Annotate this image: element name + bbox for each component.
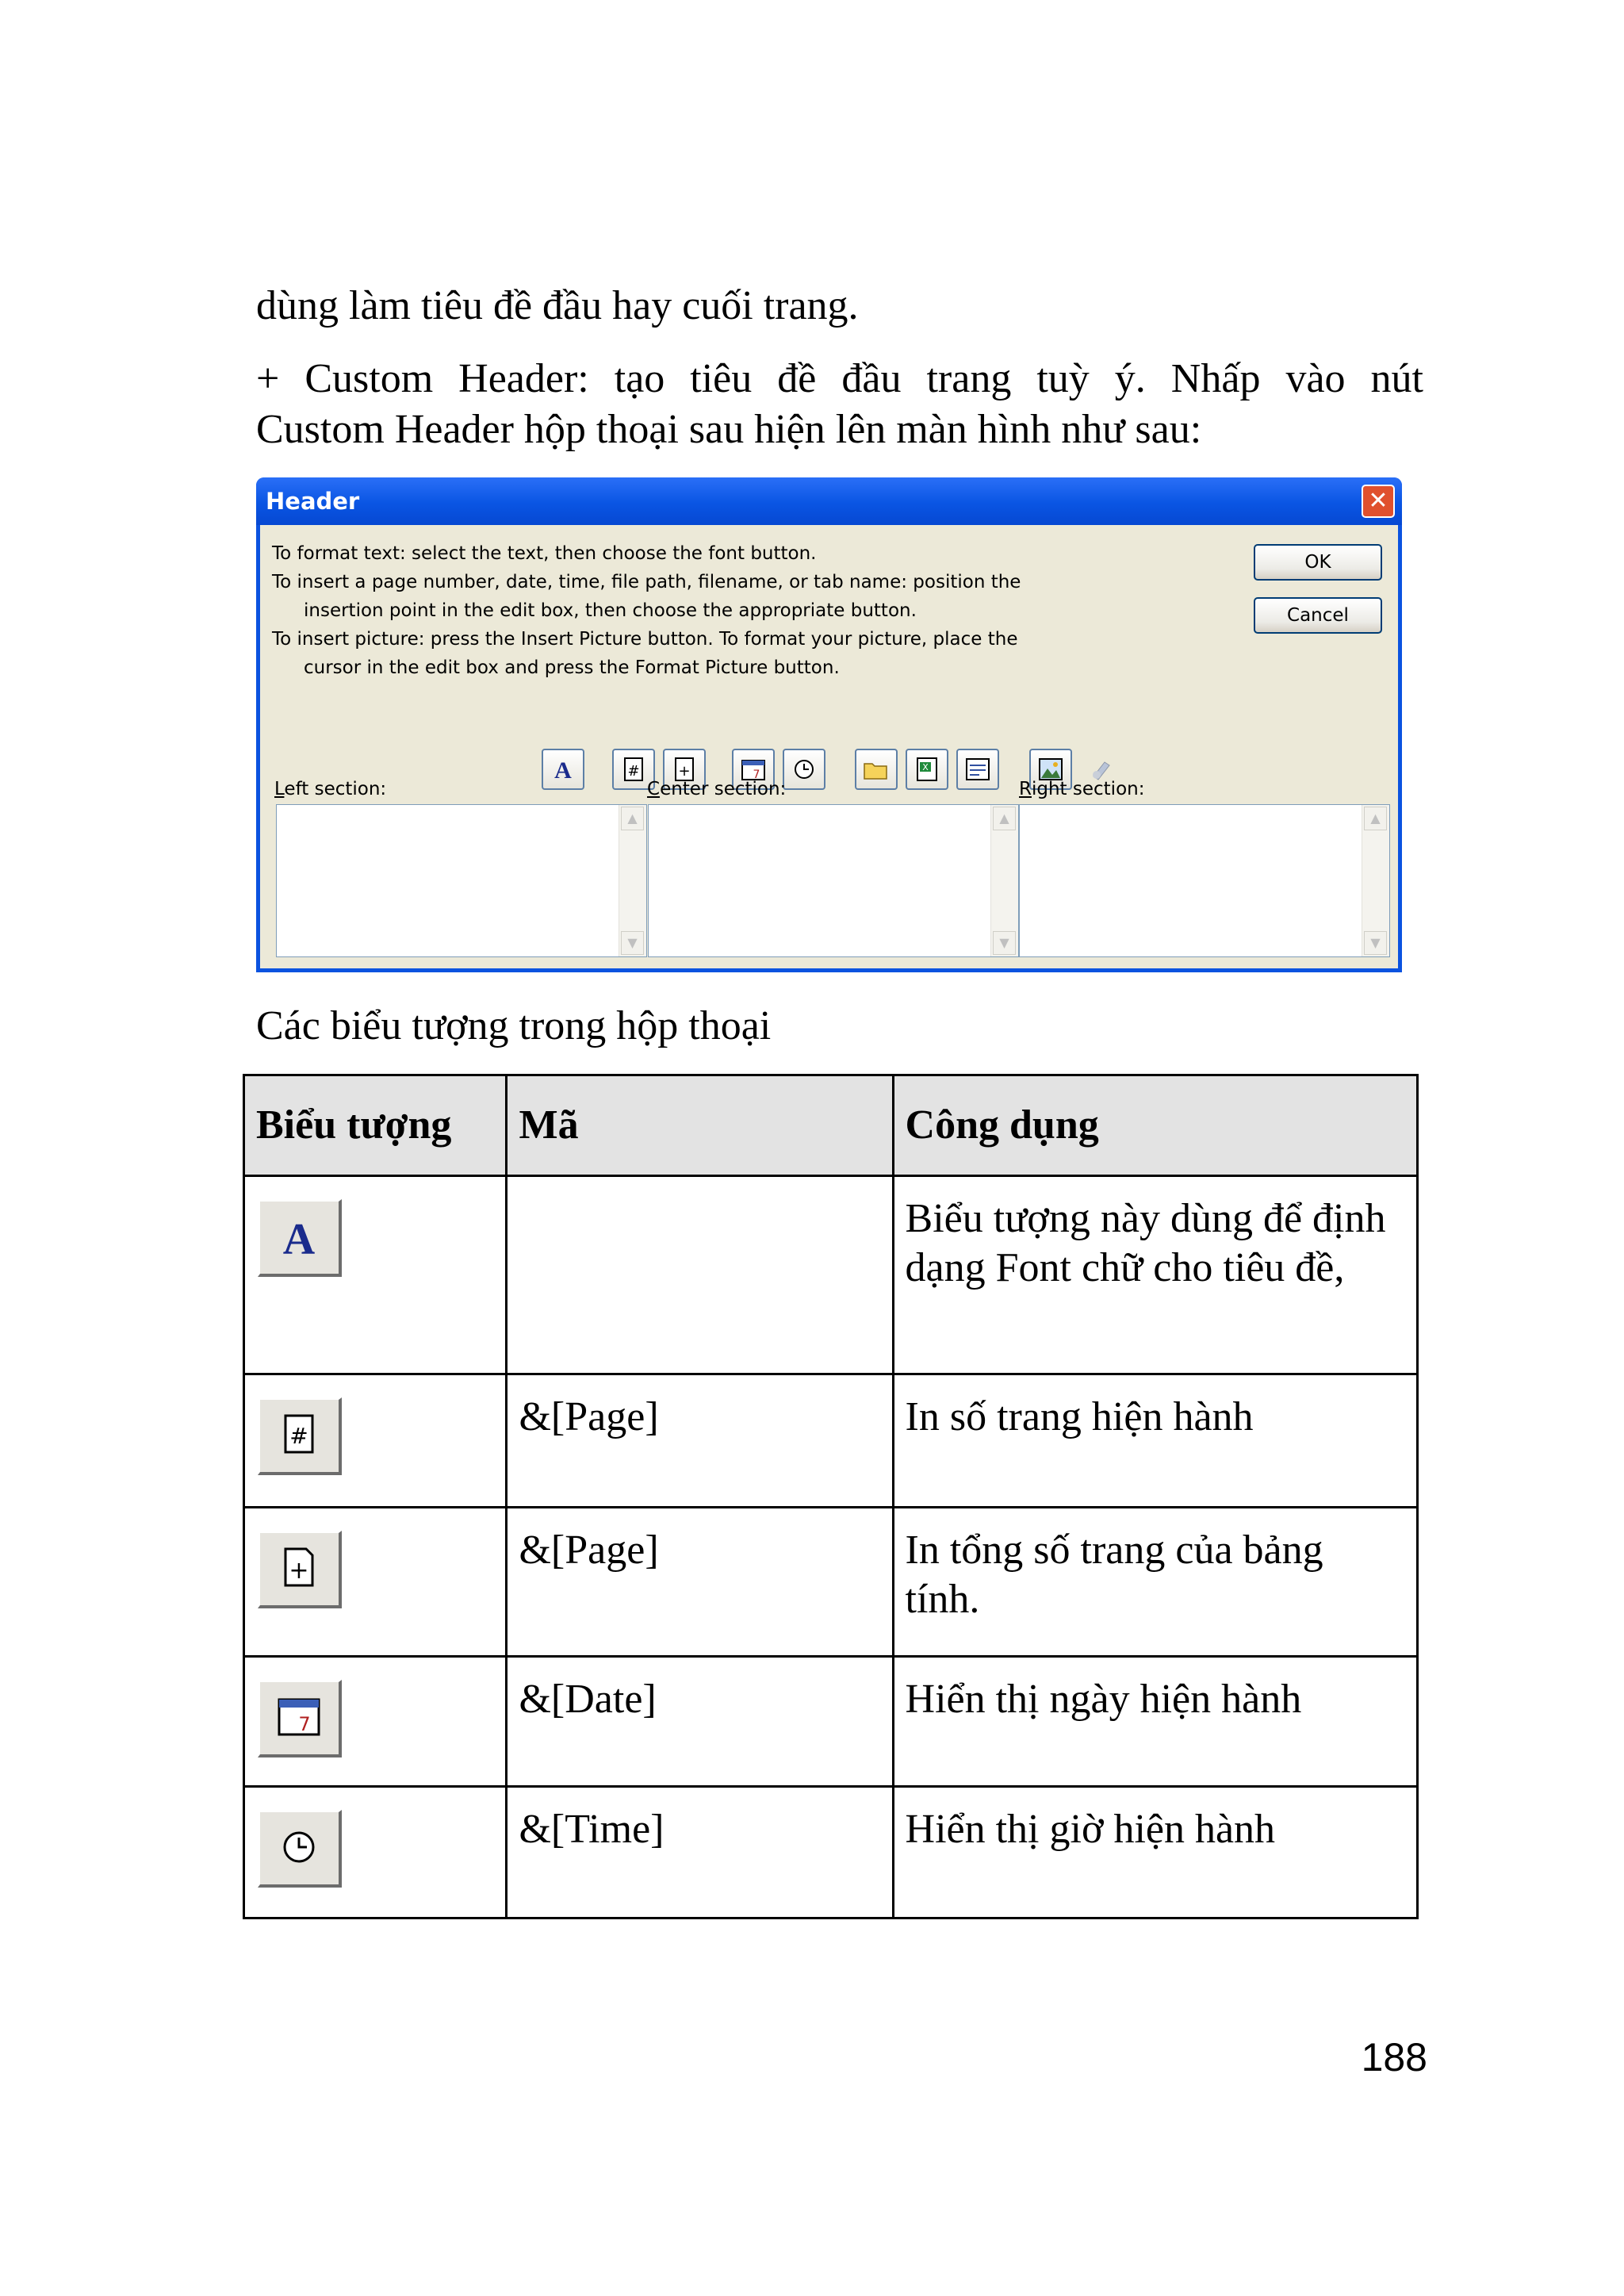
file-path-button[interactable] (855, 749, 898, 790)
page-number-icon (274, 1411, 324, 1458)
dialog-title: Header (266, 488, 360, 515)
usage-cell: In tổng số trang của bảng tính. (893, 1508, 1417, 1657)
page-number: 188 (1361, 2035, 1427, 2079)
filename-icon (913, 756, 941, 783)
table-row (244, 1787, 1418, 1918)
code-cell: &[Time] (507, 1787, 893, 1918)
page-number-button-image (258, 1397, 342, 1475)
code-cell: &[Page] (507, 1508, 893, 1657)
table-header-row (244, 1075, 1418, 1176)
font-button-image (258, 1199, 342, 1277)
header-code: Mã (507, 1075, 893, 1176)
usage-cell: Hiển thị ngày hiện hành (893, 1657, 1417, 1787)
font-icon (549, 756, 577, 783)
code-cell (507, 1176, 893, 1374)
right-section-label: Right section: (1019, 779, 1145, 799)
intro-text: dùng làm tiêu đề đầu hay cuối trang. (256, 283, 859, 328)
svg-text:7: 7 (753, 769, 760, 781)
scroll-down-icon[interactable]: ▼ (1364, 931, 1387, 955)
table-row (244, 1657, 1418, 1787)
table-row (244, 1374, 1418, 1508)
code-cell: &[Page] (507, 1374, 893, 1508)
scroll-up-icon[interactable]: ▲ (621, 807, 644, 830)
scroll-up-icon[interactable]: ▲ (993, 807, 1016, 830)
svg-text:#: # (627, 763, 640, 780)
custom-header-line-1: + Custom Header: tạo tiêu đề đầu trang tuỳ ý. Nhấp vào nút (256, 356, 1423, 401)
left-section-scrollbar[interactable] (619, 805, 646, 956)
icon-cell (244, 1508, 507, 1657)
date-button-image (258, 1680, 342, 1757)
table-row (244, 1176, 1418, 1374)
svg-text:#: # (289, 1423, 308, 1449)
header-dialog (256, 477, 1402, 972)
total-pages-button-image (258, 1531, 342, 1608)
right-section-edit[interactable] (1019, 804, 1390, 957)
instructions (272, 539, 1021, 682)
svg-text:+: + (289, 1557, 309, 1585)
date-icon (274, 1693, 324, 1741)
icon-cell (244, 1657, 507, 1787)
icon-cell (244, 1374, 507, 1508)
close-icon: ✕ (1368, 487, 1388, 515)
close-button[interactable] (1362, 485, 1395, 518)
usage-cell: In số trang hiện hành (893, 1374, 1417, 1508)
time-icon (274, 1823, 324, 1871)
center-section-edit[interactable] (648, 804, 1019, 957)
table-caption: Các biểu tượng trong hộp thoại (256, 1003, 772, 1048)
cancel-button[interactable]: Cancel (1254, 597, 1382, 634)
custom-header-line-2: Custom Header hộp thoại sau hiện lên màn hình như sau: (256, 407, 1202, 452)
header-icon: Biểu tượng (244, 1075, 507, 1176)
left-section-label: Left section: (274, 779, 387, 799)
filename-button[interactable] (906, 749, 948, 790)
total-pages-icon (274, 1544, 324, 1592)
svg-text:+: + (678, 763, 691, 780)
scroll-down-icon[interactable]: ▼ (993, 931, 1016, 955)
page-number-icon (619, 756, 648, 783)
sheet-name-icon (963, 756, 992, 783)
file-path-icon (862, 756, 891, 783)
svg-text:X: X (922, 762, 929, 772)
code-cell: &[Date] (507, 1657, 893, 1787)
font-button[interactable] (542, 749, 584, 790)
icons-table (243, 1074, 1419, 1919)
scroll-down-icon[interactable]: ▼ (621, 931, 644, 955)
right-section-scrollbar[interactable] (1362, 805, 1389, 956)
header-usage: Công dụng (893, 1075, 1417, 1176)
sheet-name-button[interactable] (956, 749, 999, 790)
svg-text:7: 7 (298, 1713, 311, 1735)
left-section-edit[interactable] (276, 804, 647, 957)
instruction-line: cursor in the edit box and press the Format Picture button. (304, 657, 840, 678)
icon-cell (244, 1176, 507, 1374)
time-button-image (258, 1810, 342, 1888)
dialog-titlebar (256, 477, 1402, 525)
icon-cell (244, 1787, 507, 1918)
scroll-up-icon[interactable]: ▲ (1364, 807, 1387, 830)
instruction-line: To format text: select the text, then choose the font button. (272, 543, 817, 564)
instruction-line: insertion point in the edit box, then choose the appropriate button. (304, 600, 917, 621)
usage-cell: Hiển thị giờ hiện hành (893, 1787, 1417, 1918)
font-icon (274, 1213, 324, 1260)
table-row (244, 1508, 1418, 1657)
center-section-label: Center section: (647, 779, 787, 799)
instruction-line: To insert picture: press the Insert Picture button. To format your picture, place the (272, 629, 1018, 650)
dialog-body (260, 525, 1398, 968)
center-section-scrollbar[interactable] (990, 805, 1018, 956)
instruction-line: To insert a page number, date, time, file path, filename, or tab name: position the (272, 572, 1021, 592)
time-icon (790, 756, 818, 783)
usage-cell: Biểu tượng này dùng để định dạng Font chữ cho tiêu đề, (893, 1176, 1417, 1374)
ok-button[interactable]: OK (1254, 544, 1382, 581)
svg-text:A: A (554, 757, 572, 783)
time-button[interactable] (783, 749, 825, 790)
svg-text:A: A (282, 1215, 316, 1260)
